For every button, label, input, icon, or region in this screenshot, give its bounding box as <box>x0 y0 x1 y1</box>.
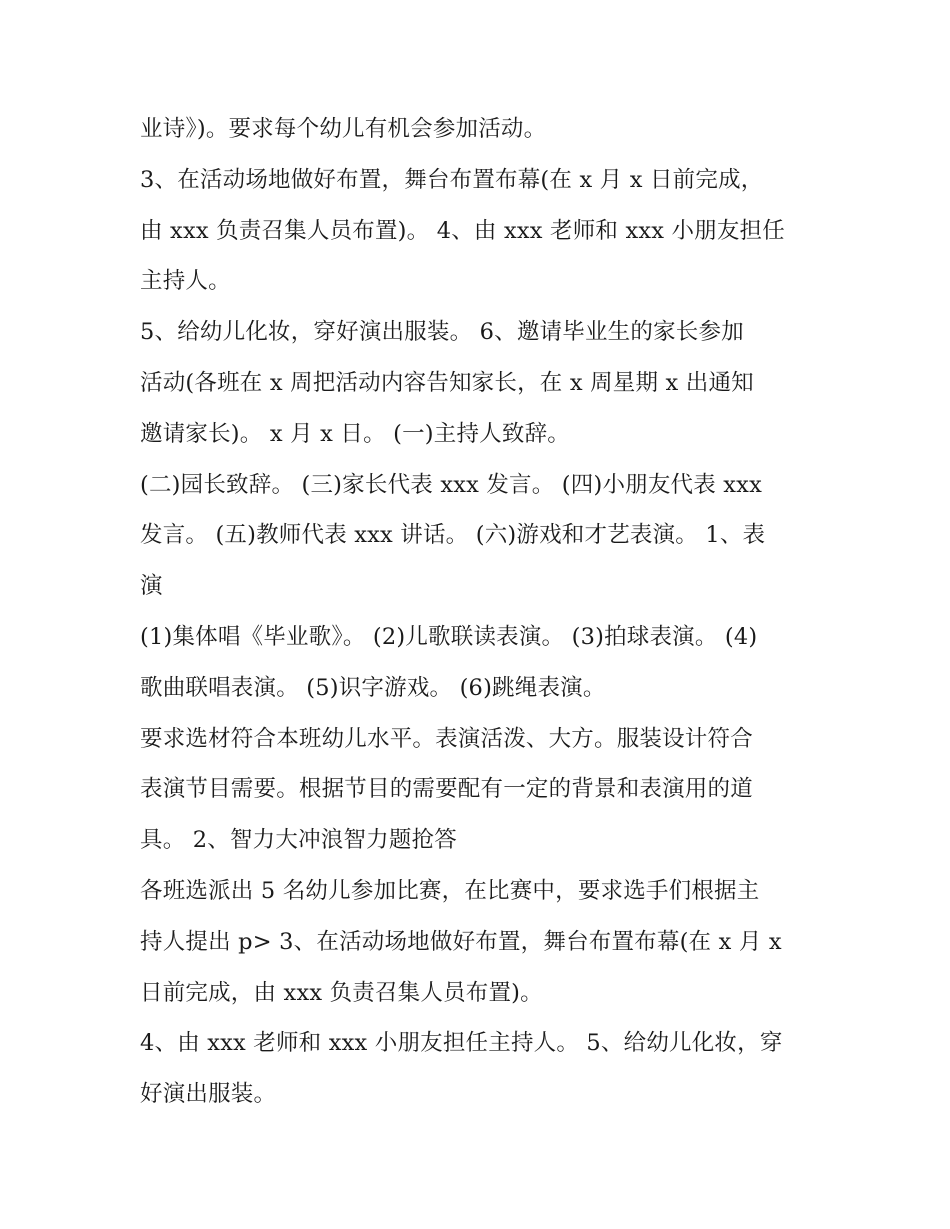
text-line: 4、由 xxx 老师和 xxx 小朋友担任主持人。 5、给幼儿化妆，穿 <box>140 1030 783 1057</box>
text-line: 日前完成，由 xxx 负责召集人员布置)。 <box>140 979 543 1006</box>
text-line: 邀请家长)。 x 月 x 日。 (一)主持人致辞。 <box>140 420 570 447</box>
text-line: 主持人。 <box>140 268 231 295</box>
text-line: 由 xxx 负责召集人员布置)。 4、由 xxx 老师和 xxx 小朋友担任 <box>140 217 785 244</box>
text-line: 3、在活动场地做好布置，舞台布置布幕(在 x 月 x 日前完成， <box>140 166 764 193</box>
text-line: 好演出服装。 <box>140 1081 277 1108</box>
text-line: (二)园长致辞。 (三)家长代表 xxx 发言。 (四)小朋友代表 xxx <box>140 471 762 498</box>
text-line: 持人提出 p> 3、在活动场地做好布置，舞台布置布幕(在 x 月 x <box>140 928 782 955</box>
text-line: 具。 2、智力大冲浪智力题抢答 <box>140 827 457 854</box>
text-line: 5、给幼儿化妆，穿好演出服装。 6、邀请毕业生的家长参加 <box>140 319 744 346</box>
text-line: 各班选派出 5 名幼儿参加比赛，在比赛中，要求选手们根据主 <box>140 877 760 904</box>
text-line: 表演节目需要。根据节目的需要配有一定的背景和表演用的道 <box>140 776 753 803</box>
text-line: 歌曲联唱表演。 (5)识字游戏。 (6)跳绳表演。 <box>140 674 606 701</box>
text-line: (1)集体唱《毕业歌》。 (2)儿歌联读表演。 (3)拍球表演。 (4) <box>140 623 758 650</box>
text-line: 发言。 (五)教师代表 xxx 讲话。 (六)游戏和才艺表演。 1、表 <box>140 522 766 549</box>
text-line: 业诗》)。要求每个幼儿有机会参加活动。 <box>140 116 547 142</box>
document-body <box>140 104 820 1120</box>
text-line: 活动(各班在 x 周把活动内容告知家长，在 x 周星期 x 出通知 <box>140 369 754 396</box>
text-line: 演 <box>140 573 163 600</box>
text-line: 要求选材符合本班幼儿水平。表演活泼、大方。服装设计符合 <box>140 725 753 752</box>
